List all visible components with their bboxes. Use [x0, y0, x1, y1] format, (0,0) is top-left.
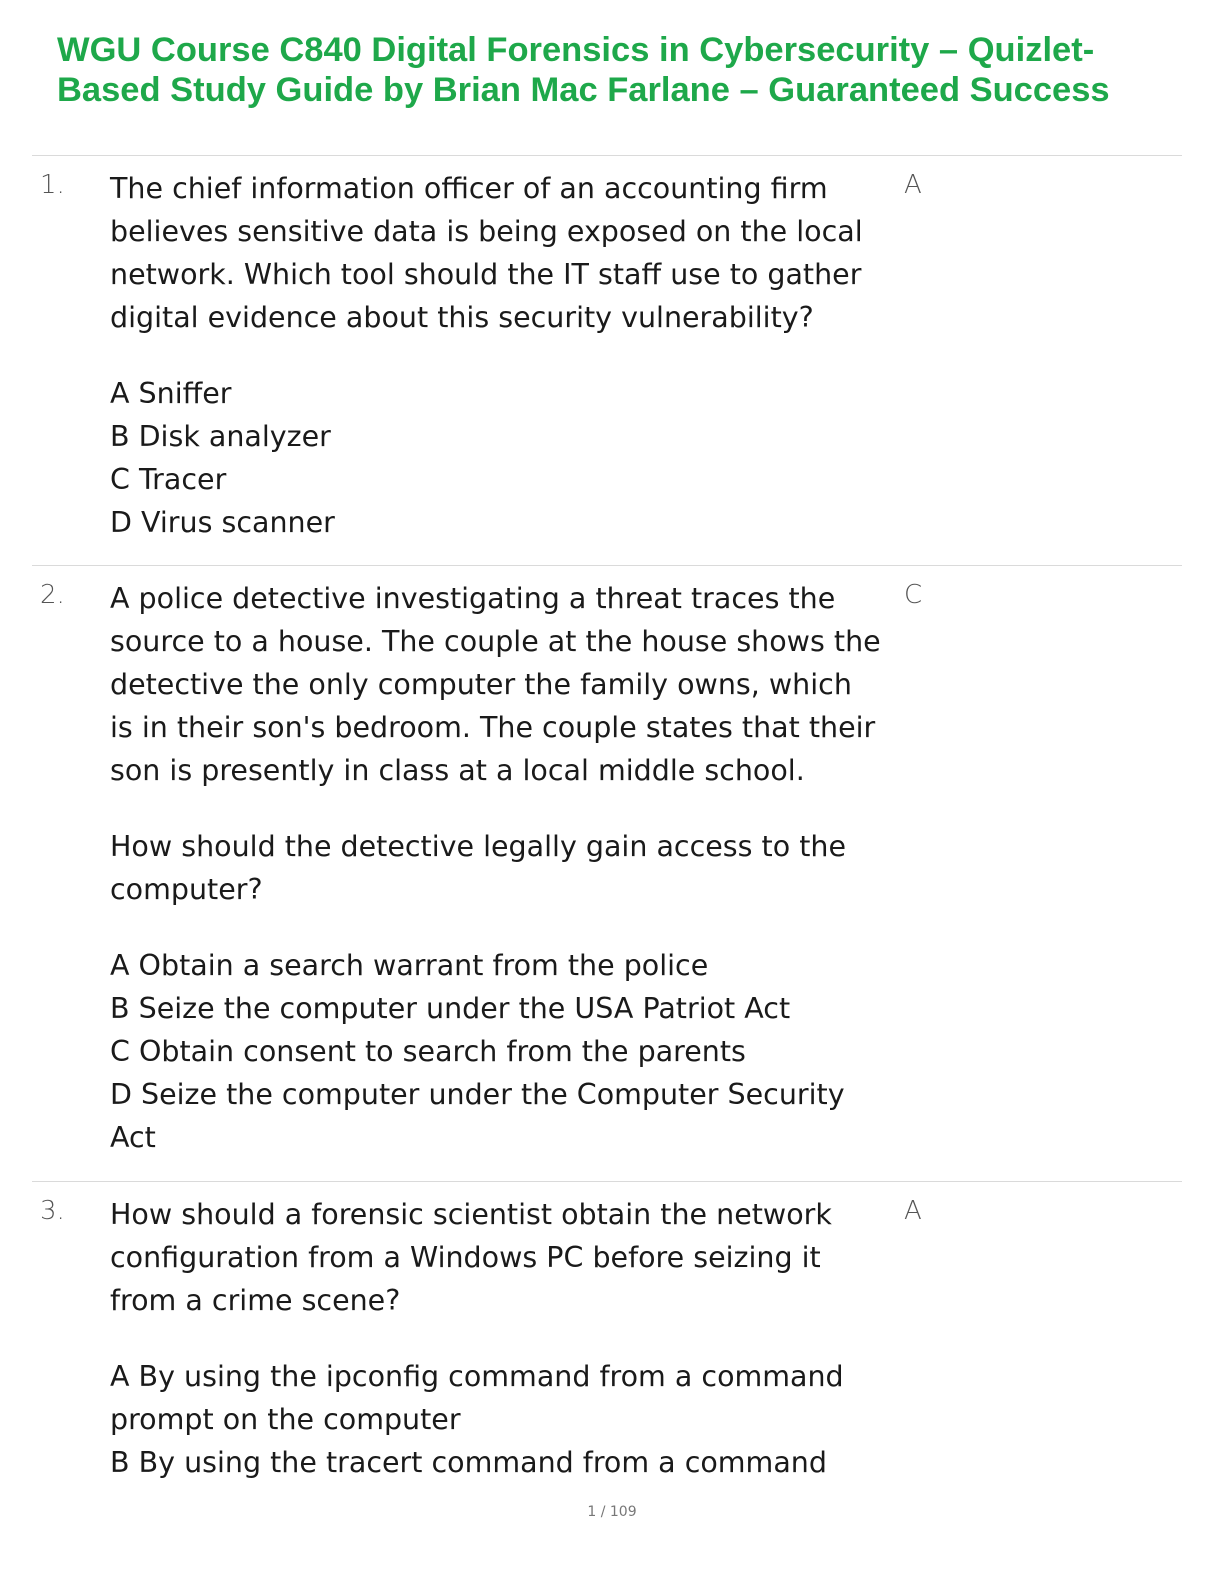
option-list — [110, 372, 910, 544]
question-text: How should a forensic scientist obtain the network configuration from a Windows PC before seizing it from a crime scene? — [110, 1198, 832, 1317]
document-title — [57, 30, 1177, 110]
option-a: A Obtain a search warrant from the police — [110, 949, 709, 982]
question-text: The chief information officer of an accounting firm believes sensitive data is being exposed on the local network. Which tool should the IT staff use to gather digital evidence about this security vulnerability? — [110, 172, 863, 334]
option-c: C Obtain consent to search from the parents — [110, 1035, 746, 1068]
question-body — [110, 1193, 910, 1484]
page-number: 1 / 109 — [587, 1504, 637, 1520]
document-title-line-2: Based Study Guide by Brian Mac Farlane – Guaranteed Success — [57, 71, 1110, 109]
question-body — [110, 167, 910, 544]
question-text: A police detective investigating a threat traces the source to a house. The couple at the house shows the detective the only computer the family owns, which is in their son's bedroom. The couple states that their son is presently in class at a local middle school. — [110, 582, 881, 787]
option-d: D Virus scanner — [110, 506, 335, 539]
option-a: A By using the ipconfig command from a command prompt on the computer — [110, 1360, 844, 1436]
question-number: 3. — [40, 1196, 65, 1226]
question-number: 2. — [40, 580, 65, 610]
question-number: 1. — [40, 170, 65, 200]
option-b: B Seize the computer under the USA Patriot Act — [110, 992, 791, 1025]
divider — [32, 155, 1182, 156]
document-title-line-1: WGU Course C840 Digital Forensics in Cybersecurity – Quizlet- — [57, 31, 1095, 69]
option-list — [110, 1355, 910, 1484]
divider — [32, 1181, 1182, 1182]
option-a: A Sniffer — [110, 377, 232, 410]
option-c: C Tracer — [110, 463, 227, 496]
answer-key: A — [904, 1196, 922, 1226]
answer-key: C — [904, 580, 923, 610]
question-body — [110, 577, 910, 1159]
divider — [32, 565, 1182, 566]
option-list — [110, 944, 910, 1159]
option-b: B By using the tracert command from a command — [110, 1446, 827, 1479]
answer-key: A — [904, 170, 922, 200]
option-d: D Seize the computer under the Computer Security Act — [110, 1078, 845, 1154]
option-b: B Disk analyzer — [110, 420, 331, 453]
question-prompt: How should the detective legally gain access to the computer? — [110, 830, 847, 906]
